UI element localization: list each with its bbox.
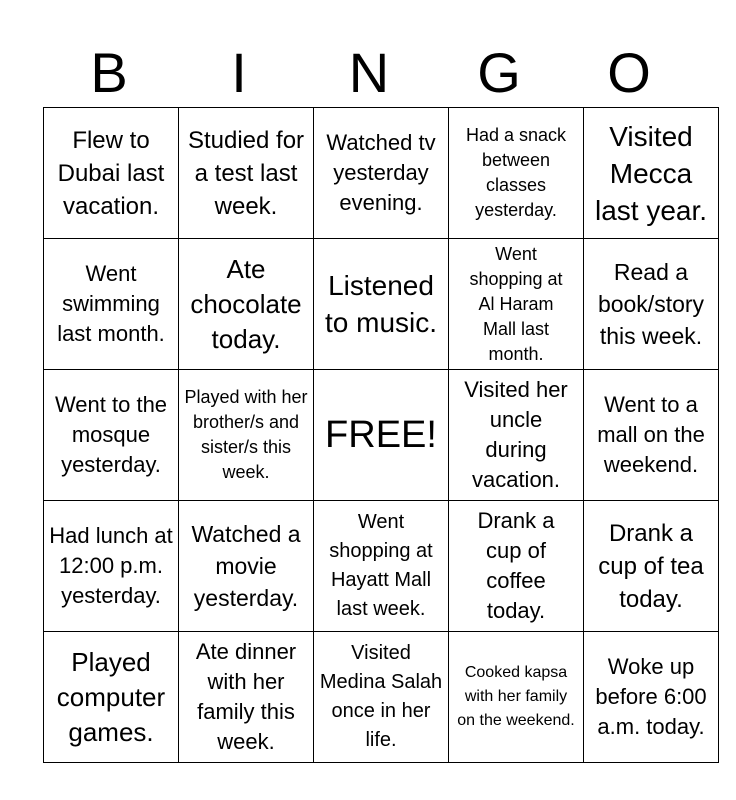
- bingo-cell[interactable]: [179, 501, 314, 632]
- bingo-cell[interactable]: [584, 501, 719, 632]
- cell-text: Visited Medina Salah once in her life.: [319, 642, 443, 751]
- cell-text: Played computer games.: [56, 646, 166, 747]
- bingo-cell[interactable]: [179, 632, 314, 763]
- bingo-cell[interactable]: [584, 108, 719, 239]
- cell-text: Flew to Dubai last vacation.: [57, 126, 165, 220]
- cell-text: Ate chocolate today.: [190, 253, 302, 354]
- cell-text: Read a book/story this week.: [597, 259, 705, 349]
- bingo-cell[interactable]: [314, 501, 449, 632]
- bingo-cell[interactable]: [44, 239, 179, 370]
- bingo-cell[interactable]: [314, 370, 449, 501]
- cell-text: Went to a mall on the weekend.: [597, 392, 705, 477]
- bingo-cell[interactable]: [584, 370, 719, 501]
- bingo-cell[interactable]: [314, 632, 449, 763]
- bingo-cell[interactable]: [44, 108, 179, 239]
- header-letter-n: N: [348, 41, 390, 104]
- cell-text: Watched a movie yesterday.: [191, 521, 301, 611]
- cell-text: Visited Mecca last year.: [594, 120, 708, 226]
- cell-text: Studied for a test last week.: [187, 126, 305, 220]
- header-letter-o: O: [607, 41, 651, 104]
- header-letter-b: B: [90, 41, 128, 104]
- header-letter-g: G: [477, 41, 521, 104]
- cell-text: Had a snack between classes yesterday.: [465, 125, 567, 220]
- bingo-cell[interactable]: [449, 370, 584, 501]
- cell-text: Visited her uncle during vacation.: [464, 377, 568, 492]
- bingo-cell[interactable]: [584, 239, 719, 370]
- bingo-cell[interactable]: [179, 108, 314, 239]
- cell-text: Drank a cup of tea today.: [598, 519, 704, 613]
- bingo-cell[interactable]: [179, 239, 314, 370]
- cell-text: Played with her brother/s and sister/s this week.: [184, 387, 308, 482]
- cell-text: Drank a cup of coffee today.: [477, 508, 555, 623]
- free-space: FREE!: [325, 414, 437, 456]
- bingo-cell[interactable]: [314, 108, 449, 239]
- cell-text: Ate dinner with her family this week.: [195, 639, 297, 754]
- cell-text: Went shopping at Al Haram Mall last month.: [469, 243, 563, 364]
- bingo-cell[interactable]: [179, 370, 314, 501]
- bingo-cell[interactable]: [449, 501, 584, 632]
- bingo-header: [44, 40, 694, 106]
- cell-text: Went to the mosque yesterday.: [54, 392, 168, 477]
- bingo-cell[interactable]: [449, 108, 584, 239]
- cell-text: Went swimming last month.: [57, 261, 165, 346]
- cell-text: Listened to music.: [324, 270, 438, 338]
- bingo-cell[interactable]: [449, 239, 584, 370]
- cell-text: Had lunch at 12:00 p.m. yesterday.: [49, 523, 173, 608]
- bingo-cell[interactable]: [44, 370, 179, 501]
- cell-text: Cooked kapsa with her family on the weekend.: [457, 664, 575, 729]
- bingo-cell[interactable]: [449, 632, 584, 763]
- grid-row: [44, 108, 719, 239]
- cell-text: Went shopping at Hayatt Mall last week.: [329, 511, 433, 620]
- bingo-cell[interactable]: [44, 501, 179, 632]
- grid-row: [44, 370, 719, 501]
- bingo-grid: [43, 107, 719, 763]
- bingo-cell[interactable]: [314, 239, 449, 370]
- grid-row: [44, 501, 719, 632]
- bingo-cell[interactable]: [584, 632, 719, 763]
- grid-row: [44, 239, 719, 370]
- bingo-cell[interactable]: [44, 632, 179, 763]
- cell-text: Watched tv yesterday evening.: [326, 130, 436, 215]
- header-letter-i: I: [231, 41, 247, 104]
- cell-text: Woke up before 6:00 a.m. today.: [595, 654, 707, 739]
- grid-row: [44, 632, 719, 763]
